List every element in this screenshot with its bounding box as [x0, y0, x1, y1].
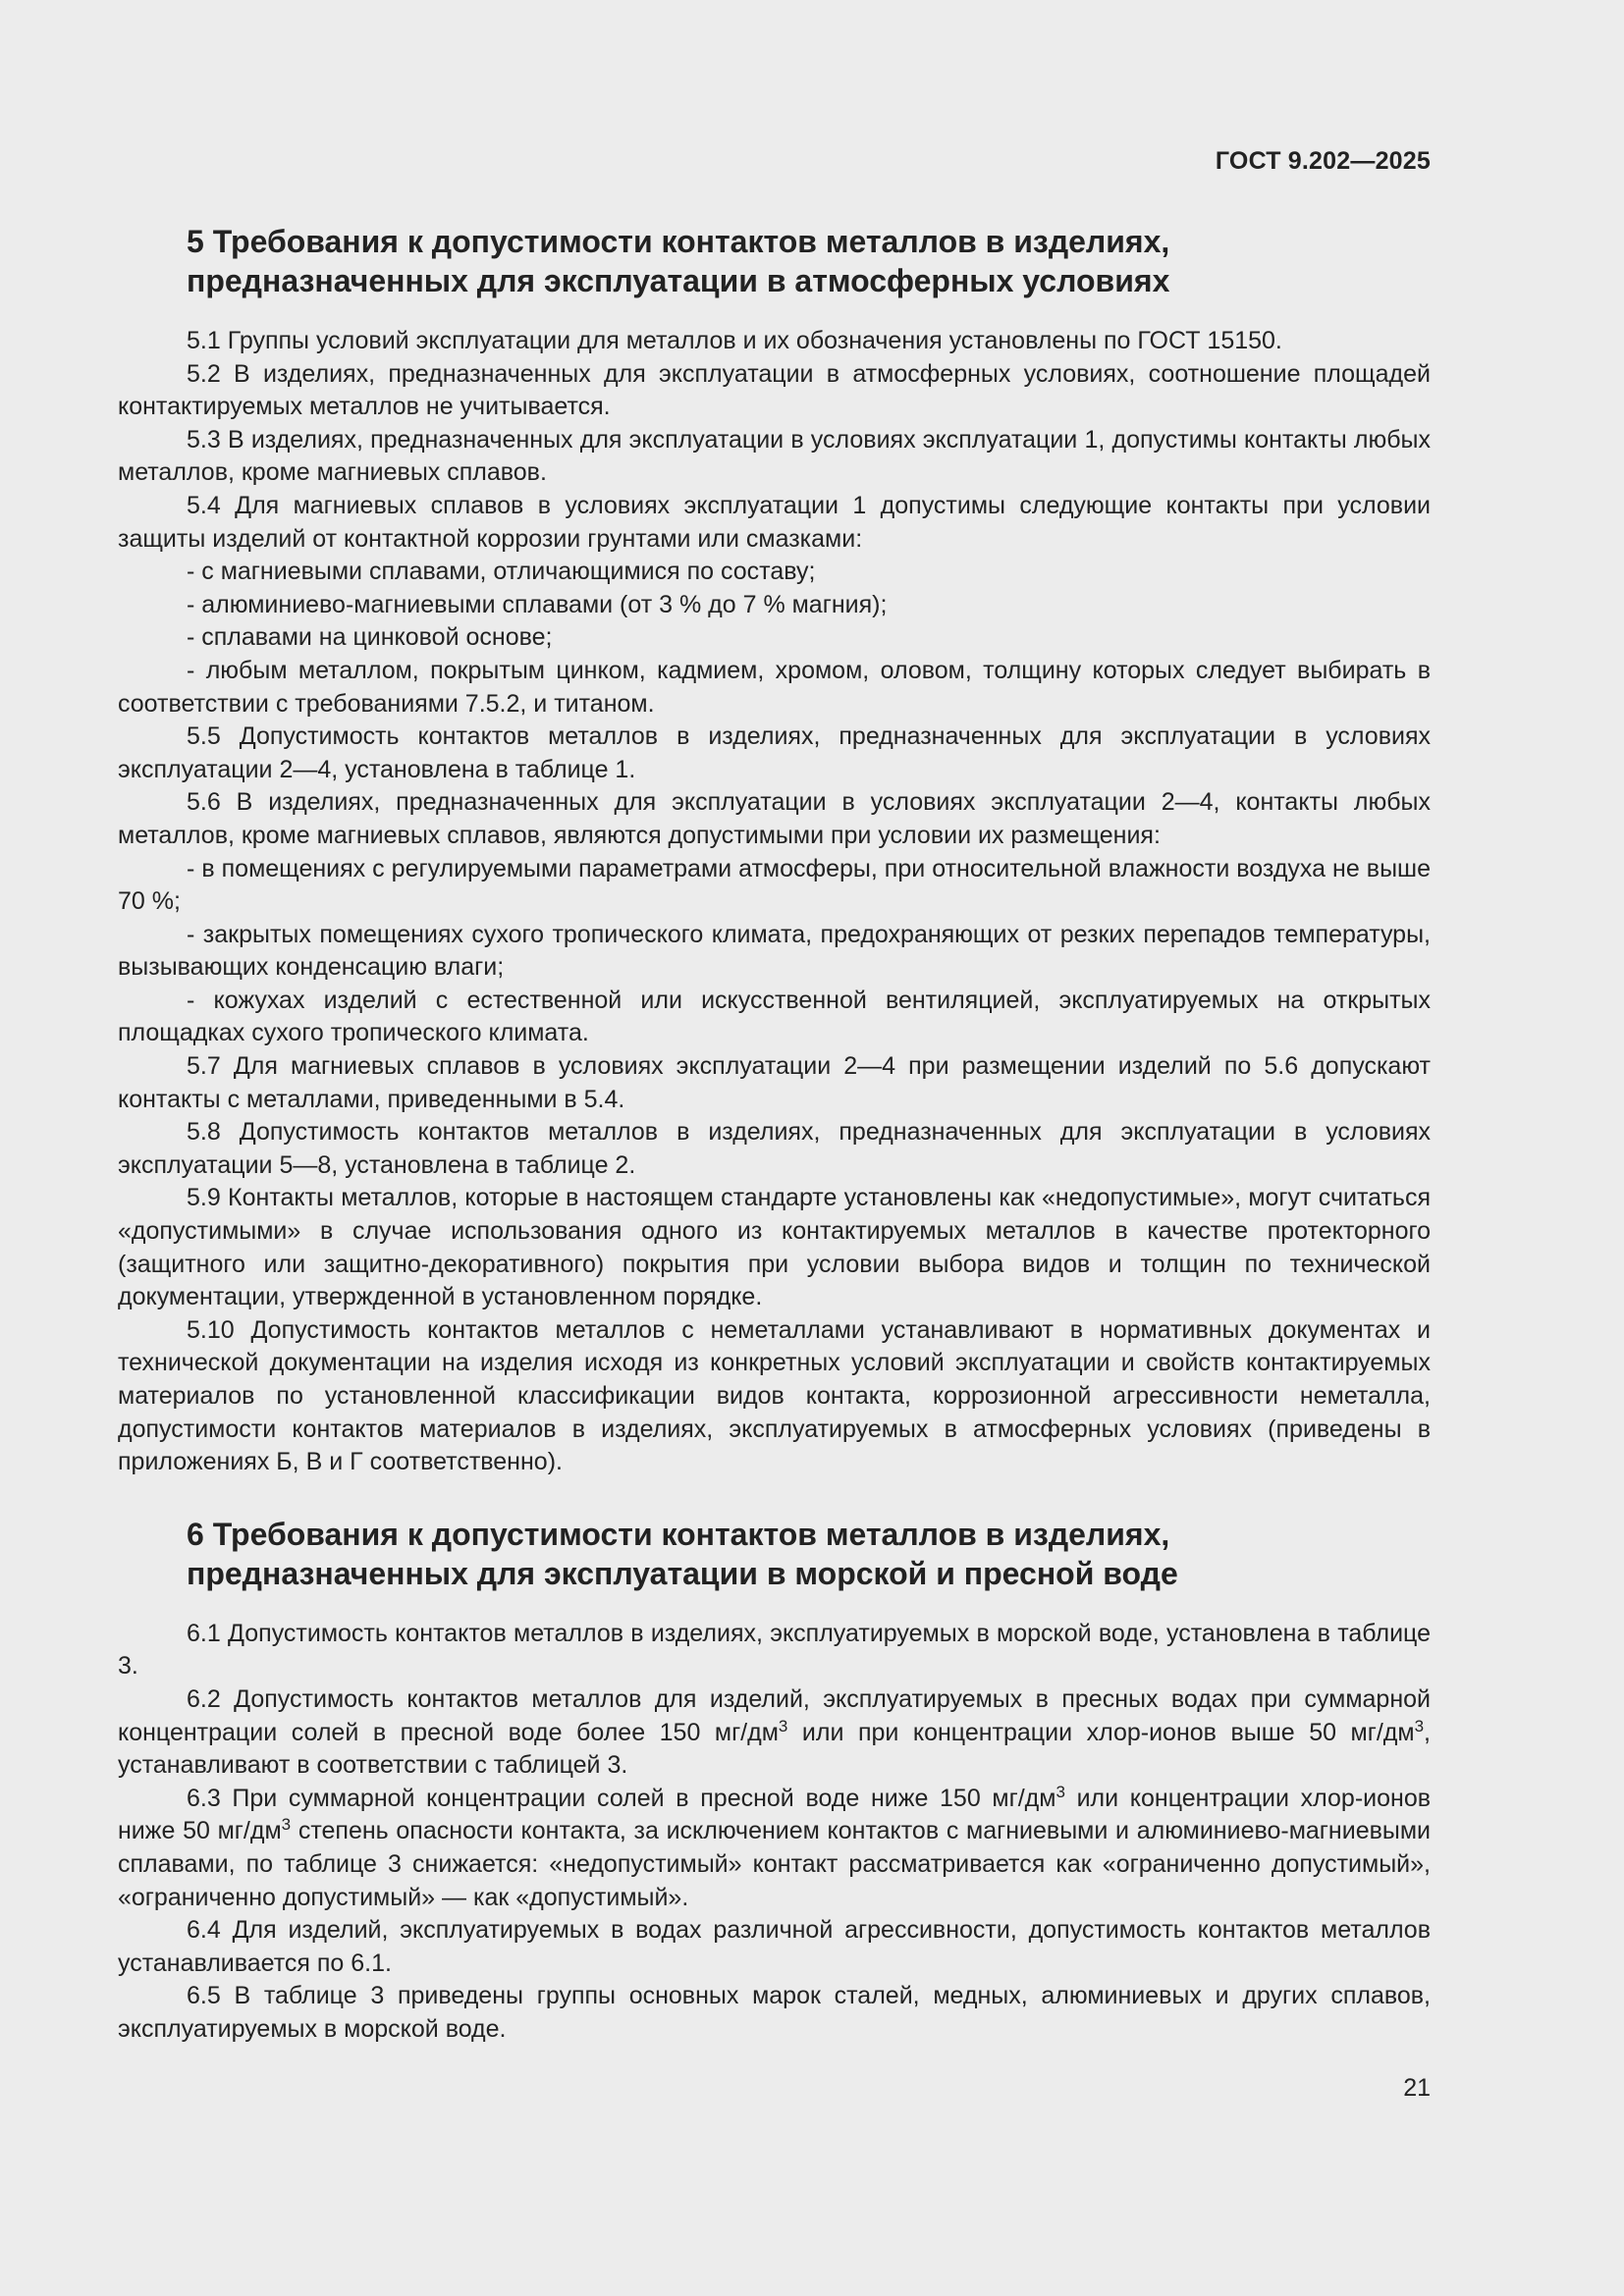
- paragraph-6-4: 6.4 Для изделий, эксплуатируемых в водах различной агрессивности, допустимость контактов металлов устанавливается по 6.1.: [118, 1916, 1431, 1977]
- paragraph-5-7: 5.7 Для магниевых сплавов в условиях эксплуатации 2—4 при размещении изделий по 5.6 допускают контакты с металлами, приведенными в 5.4.: [118, 1052, 1431, 1113]
- list-item-5-6-a: - в помещениях с регулируемыми параметрами атмосферы, при относительной влажности воздуха не выше 70 %;: [118, 854, 1431, 916]
- section-6-heading-line-1: 6 Требования к допустимости контактов металлов в изделиях,: [187, 1516, 1170, 1552]
- superscript-cube: 3: [1414, 1716, 1425, 1735]
- paragraph-6-3-text-2: или концентрации хлор-ионов ниже 50 мг/дм: [118, 1784, 1431, 1845]
- list-item-5-4-a: - с магниевыми сплавами, отличающимися по составу;: [187, 558, 816, 586]
- page-number: 21: [1403, 2074, 1431, 2102]
- document-id-header: ГОСТ 9.202—2025: [1215, 147, 1431, 175]
- paragraph-6-2-text-2: или при концентрации хлор-ионов выше 50 мг/дм: [787, 1718, 1415, 1746]
- paragraph-6-2: [118, 1683, 1431, 1783]
- section-6-heading-line-2: предназначенных для эксплуатации в морской и пресной воде: [187, 1555, 1178, 1591]
- list-item-5-4-c: - сплавами на цинковой основе;: [187, 623, 553, 652]
- paragraph-6-3-text-1: 6.3 При суммарной концентрации солей в пресной воде ниже 150 мг/дм: [187, 1784, 1056, 1812]
- superscript-cube: 3: [778, 1716, 788, 1735]
- superscript-cube: 3: [1056, 1782, 1065, 1801]
- paragraph-6-5: 6.5 В таблице 3 приведены группы основных марок сталей, медных, алюминиевых и других сплавов, эксплуатируемых в морской воде.: [118, 1982, 1431, 2043]
- section-5-heading-line-2: предназначенных для эксплуатации в атмосферных условиях: [187, 263, 1170, 298]
- section-5-heading: [118, 222, 1431, 300]
- paragraph-5-8: 5.8 Допустимость контактов металлов в изделиях, предназначенных для эксплуатации в условиях эксплуатации 5—8, установлена в таблице 2.: [118, 1118, 1431, 1179]
- paragraph-6-1: 6.1 Допустимость контактов металлов в изделиях, эксплуатируемых в морской воде, установлена в таблице 3.: [118, 1619, 1431, 1681]
- paragraph-5-5: 5.5 Допустимость контактов металлов в изделиях, предназначенных для эксплуатации в условиях эксплуатации 2—4, установлена в таблице 1.: [118, 722, 1431, 783]
- list-item-5-4-d: - любым металлом, покрытым цинком, кадмием, хромом, оловом, толщину которых следует выбирать в соответствии с требованиями 7.5.2, и титаном.: [118, 656, 1431, 718]
- list-item-5-6-b: - закрытых помещениях сухого тропического климата, предохраняющих от резких перепадов температуры, вызывающих конденсацию влаги;: [118, 920, 1431, 982]
- paragraph-5-1: 5.1 Группы условий эксплуатации для металлов и их обозначения установлены по ГОСТ 15150.: [187, 327, 1282, 354]
- paragraph-5-9: 5.9 Контакты металлов, которые в настоящем стандарте установлены как «недопустимые», могут считаться «допустимыми» в случае использования одного из контактируемых металлов в качестве протекторного (защитного или защитно-декоративного) покрытия при условии выбора видов и толщин по технической документации, утвержденной в установленном порядке.: [118, 1184, 1431, 1311]
- paragraph-5-6: 5.6 В изделиях, предназначенных для эксплуатации в условиях эксплуатации 2—4, контакты любых металлов, кроме магниевых сплавов, являются допустимыми при условии их размещения:: [118, 788, 1431, 849]
- paragraph-6-3: [118, 1783, 1431, 1914]
- paragraph-6-3-text-3: степень опасности контакта, за исключением контактов с магниевыми и алюминиево-магниевыми сплавами, по таблице 3 снижается: «недопустимый» контакт рассматривается как «ограниченно допустимый», «ограниченно допустимый» — как «допустимый».: [118, 1817, 1432, 1911]
- paragraph-5-3: 5.3 В изделиях, предназначенных для эксплуатации в условиях эксплуатации 1, допустимы контакты любых металлов, кроме магниевых сплавов.: [118, 425, 1431, 487]
- list-item-5-6-c: - кожухах изделий с естественной или искусственной вентиляцией, эксплуатируемых на открытых площадках сухого тропического климата.: [118, 986, 1431, 1047]
- paragraph-5-10: 5.10 Допустимость контактов металлов с неметаллами устанавливают в нормативных документах и технической документации на изделия исходя из конкретных условий эксплуатации и свойств контактируемых материалов по установленной классификации видов контакта, коррозионной агрессивности неметалла, допустимости контактов материалов в изделиях, эксплуатируемых в атмосферных условиях (приведены в приложениях Б, В и Г соответственно).: [118, 1315, 1431, 1476]
- paragraph-5-4: 5.4 Для магниевых сплавов в условиях эксплуатации 1 допустимы следующие контакты при условии защиты изделий от контактной коррозии грунтами или смазками:: [118, 491, 1431, 553]
- superscript-cube: 3: [281, 1815, 292, 1835]
- list-item-5-4-b: - алюминиево-магниевыми сплавами (от 3 % до 7 % магния);: [187, 590, 888, 618]
- paragraph-5-2: 5.2 В изделиях, предназначенных для эксплуатации в атмосферных условиях, соотношение площадей контактируемых металлов не учитывается.: [118, 359, 1431, 421]
- paragraph-6-2-text-1: 6.2 Допустимость контактов металлов для изделий, эксплуатируемых в пресных водах при суммарной концентрации солей в пресной воде более 150 мг/дм: [118, 1684, 1431, 1746]
- section-5-heading-line-1: 5 Требования к допустимости контактов металлов в изделиях,: [187, 224, 1170, 259]
- document-body: [118, 222, 1431, 2047]
- paragraph-6-2-text-3: , устанавливают в соответствии с таблицей 3.: [118, 1718, 1431, 1780]
- section-6-heading: [118, 1515, 1431, 1593]
